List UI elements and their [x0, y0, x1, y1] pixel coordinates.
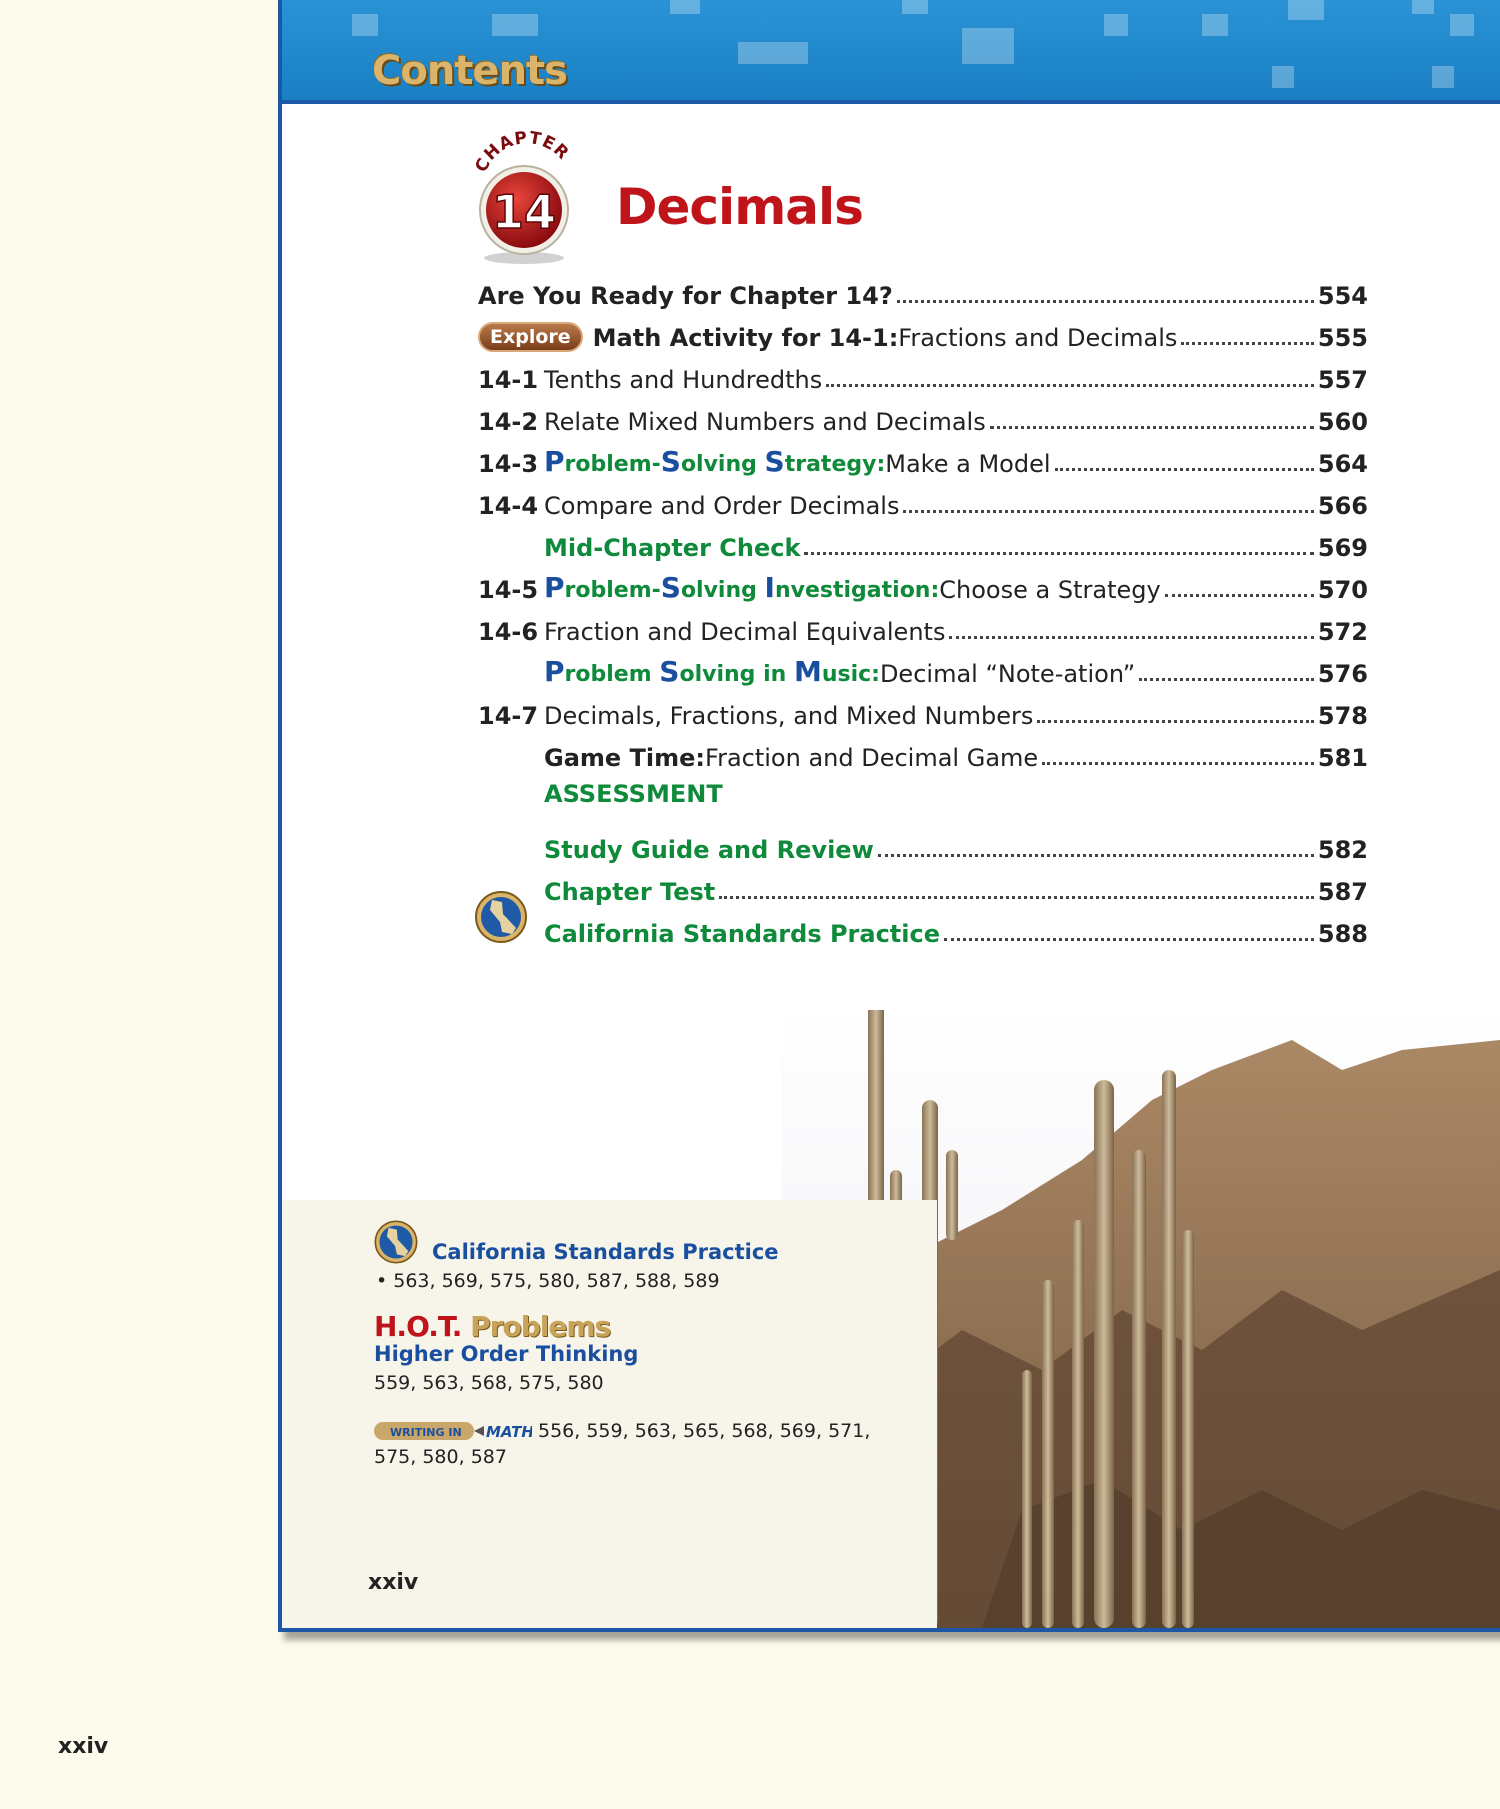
hot-problems-title	[374, 1310, 610, 1343]
toc-lesson-number: 14-3	[478, 450, 539, 478]
toc-entry-label: Math Activity for 14-1:	[592, 324, 899, 352]
header-banner	[282, 0, 1500, 104]
toc-entry-label: Tenths and Hundredths	[544, 366, 823, 394]
toc-entry-rest: Fraction and Decimal Game	[705, 744, 1039, 772]
toc-page-number: 582	[1317, 836, 1368, 864]
toc-entry-label: Problem-Solving Strategy:	[544, 445, 886, 478]
svg-text:WRITING IN: WRITING IN	[390, 1426, 462, 1439]
assessment-label: California Standards Practice	[544, 920, 941, 948]
toc-lesson-number: 14-7	[478, 702, 539, 730]
toc-lesson-number: 14-6	[478, 618, 539, 646]
toc-row[interactable]	[478, 312, 1368, 352]
toc-row[interactable]	[478, 648, 1368, 688]
explore-badge: Explore	[478, 322, 583, 352]
toc-page-number: 560	[1317, 408, 1368, 436]
dot-leader	[826, 384, 1314, 387]
svg-text:MATH: MATH	[486, 1423, 532, 1441]
toc-row[interactable]	[478, 522, 1368, 562]
hot-title-b: Problems	[470, 1310, 611, 1343]
toc-page-number: 588	[1317, 920, 1368, 948]
writing-pages-line2: 575, 580, 587	[374, 1446, 507, 1468]
dot-leader	[897, 300, 1314, 303]
toc-page-number: 572	[1317, 618, 1368, 646]
toc-row[interactable]	[478, 396, 1368, 436]
dot-leader	[1037, 720, 1314, 723]
toc-entry-label: Decimals, Fractions, and Mixed Numbers	[544, 702, 1034, 730]
dot-leader	[990, 426, 1314, 429]
toc-entry-rest: Make a Model	[885, 450, 1051, 478]
hot-subtitle: Higher Order Thinking	[374, 1342, 639, 1366]
toc-row[interactable]	[478, 270, 1368, 310]
toc-row[interactable]	[478, 480, 1368, 520]
toc-lesson-number: 14-4	[478, 492, 539, 520]
california-standards-icon	[372, 1218, 420, 1266]
toc-entry-rest: Choose a Strategy	[939, 576, 1161, 604]
assessment-row[interactable]	[478, 824, 1368, 864]
contents-title: Contents	[372, 48, 567, 94]
ca-standards-pages: • 563, 569, 575, 580, 587, 588, 589	[376, 1270, 720, 1292]
writing-in-math-badge	[372, 1418, 532, 1444]
dot-leader	[1139, 678, 1314, 681]
toc-page-number: 576	[1317, 660, 1368, 688]
toc-row[interactable]	[478, 606, 1368, 646]
toc-entry-label: Compare and Order Decimals	[544, 492, 900, 520]
toc-page-number: 557	[1317, 366, 1368, 394]
toc-page	[278, 0, 1500, 1632]
california-standards-icon	[472, 888, 530, 946]
toc-row[interactable]	[478, 564, 1368, 604]
chapter-badge	[472, 130, 582, 268]
toc-entry-rest: Decimal “Note-ation”	[879, 660, 1136, 688]
toc-page-number: 555	[1317, 324, 1368, 352]
toc-row[interactable]	[478, 354, 1368, 394]
toc-page-number: 581	[1317, 744, 1368, 772]
toc-page-number: 570	[1317, 576, 1368, 604]
toc-entry-label: Problem Solving in Music:	[544, 655, 880, 688]
assessment-row[interactable]	[478, 908, 1368, 948]
toc-page-number: 578	[1317, 702, 1368, 730]
writing-pages-line1: 556, 559, 563, 565, 568, 569, 571,	[538, 1420, 871, 1442]
page-number-inner: xxiv	[368, 1570, 419, 1595]
toc-entry-label: Are You Ready for Chapter 14?	[478, 282, 893, 310]
hot-title-a: H.O.T.	[374, 1310, 462, 1343]
chapter-title: Decimals	[616, 178, 863, 236]
toc-row[interactable]	[478, 690, 1368, 730]
dot-leader	[878, 854, 1314, 857]
toc-entry-rest: Fractions and Decimals	[898, 324, 1178, 352]
dot-leader	[903, 510, 1313, 513]
toc-entry-label: Fraction and Decimal Equivalents	[544, 618, 946, 646]
page-number-outer: xxiv	[58, 1734, 109, 1759]
ca-standards-heading: California Standards Practice	[432, 1240, 779, 1264]
toc-entry-label: Mid-Chapter Check	[544, 534, 801, 562]
assessment-label: Chapter Test	[544, 878, 716, 906]
hot-pages: 559, 563, 568, 575, 580	[374, 1372, 604, 1394]
assessment-heading: ASSESSMENT	[544, 780, 723, 808]
toc-row[interactable]	[478, 732, 1368, 772]
toc-page-number: 564	[1317, 450, 1368, 478]
toc-page-number: 566	[1317, 492, 1368, 520]
dot-leader	[1055, 468, 1314, 471]
chapter-badge-word: CHAPTER	[472, 130, 574, 176]
toc-entry-label: Game Time:	[544, 744, 706, 772]
dot-leader	[1042, 762, 1314, 765]
assessment-label: Study Guide and Review	[544, 836, 874, 864]
assessment-row[interactable]	[478, 866, 1368, 906]
toc-page-number: 587	[1317, 878, 1368, 906]
toc-lesson-number: 14-1	[478, 366, 539, 394]
toc-entry-label: Problem-Solving Investigation:	[544, 571, 940, 604]
toc-lesson-number: 14-2	[478, 408, 539, 436]
dot-leader	[719, 896, 1314, 899]
toc-entry-label: Relate Mixed Numbers and Decimals	[544, 408, 986, 436]
dot-leader	[1181, 342, 1314, 345]
dot-leader	[1165, 594, 1314, 597]
toc-lesson-number: 14-5	[478, 576, 539, 604]
toc-row[interactable]	[478, 438, 1368, 478]
chapter-number: 14	[491, 185, 557, 239]
dot-leader	[949, 636, 1313, 639]
toc-page-number: 569	[1317, 534, 1368, 562]
dot-leader	[804, 552, 1313, 555]
toc-page-number: 554	[1317, 282, 1368, 310]
dot-leader	[944, 938, 1314, 941]
